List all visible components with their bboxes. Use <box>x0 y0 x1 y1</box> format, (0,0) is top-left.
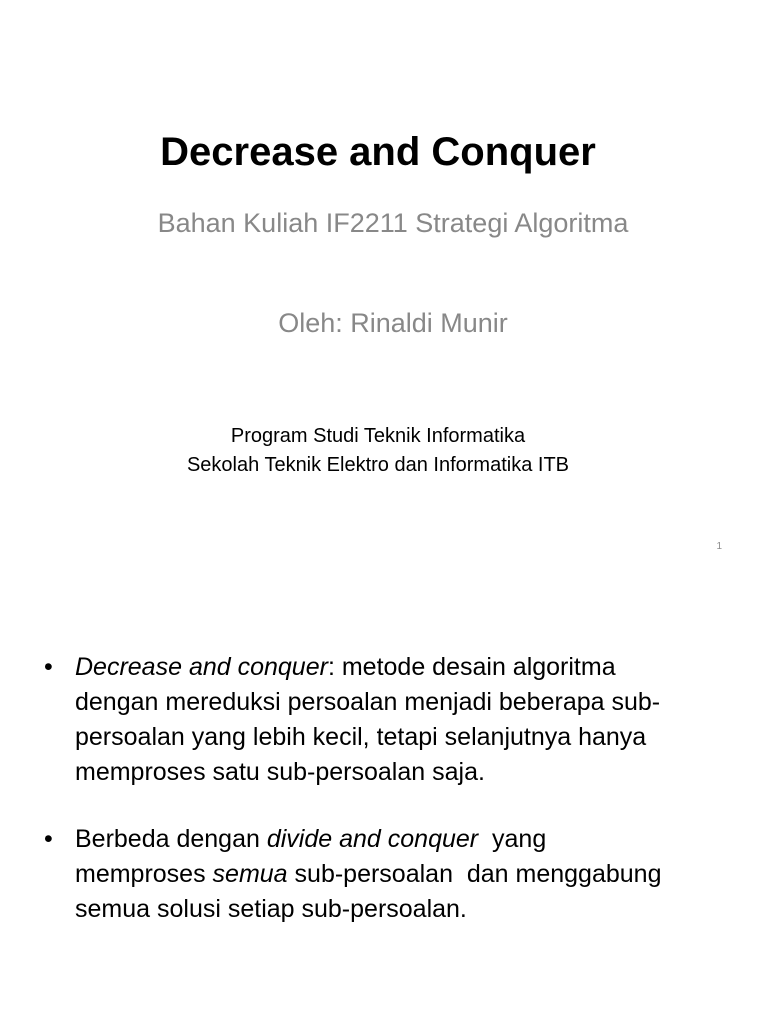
bullet-line: semua solusi setiap sub-persoalan. <box>75 895 467 923</box>
term-italic: Decrease and conquer <box>75 653 328 681</box>
bullet-line <box>75 822 734 857</box>
affiliation-program: Program Studi Teknik Informatika <box>230 425 526 447</box>
page-number: 1 <box>716 541 722 552</box>
course-subtitle: Bahan Kuliah IF2211 Strategi Algoritma <box>157 208 629 238</box>
slide-title-heading: Decrease and Conquer <box>160 130 596 174</box>
bullet-text: sub-persoalan dan menggabung <box>287 860 662 888</box>
bullet-text: yang <box>478 825 547 853</box>
bullet-marker: • <box>44 825 53 853</box>
bullet-line: memproses satu sub-persoalan saja. <box>75 758 485 786</box>
bullet-text: memproses <box>75 860 213 888</box>
bullet-item-definition <box>44 650 734 790</box>
bullet-item-comparison <box>44 822 734 927</box>
bullet-line <box>75 857 734 892</box>
bullet-list <box>44 650 734 959</box>
bullet-marker: • <box>44 653 53 681</box>
affiliation-school: Sekolah Teknik Elektro dan Informatika ITB <box>186 454 570 476</box>
bullet-line: dengan mereduksi persoalan menjadi beberapa sub- <box>75 688 661 716</box>
bullet-line: persoalan yang lebih kecil, tetapi selanjutnya hanya <box>75 723 647 751</box>
author-subtitle: Oleh: Rinaldi Munir <box>278 308 508 338</box>
term-italic: semua <box>212 860 288 888</box>
affiliation-block <box>0 422 756 480</box>
bullet-text: : metode desain algoritma <box>327 653 616 681</box>
bullet-text: Berbeda dengan <box>75 825 267 853</box>
slide-definition <box>0 576 768 1024</box>
bullet-line <box>75 650 734 685</box>
term-italic: divide and conquer <box>266 825 479 853</box>
